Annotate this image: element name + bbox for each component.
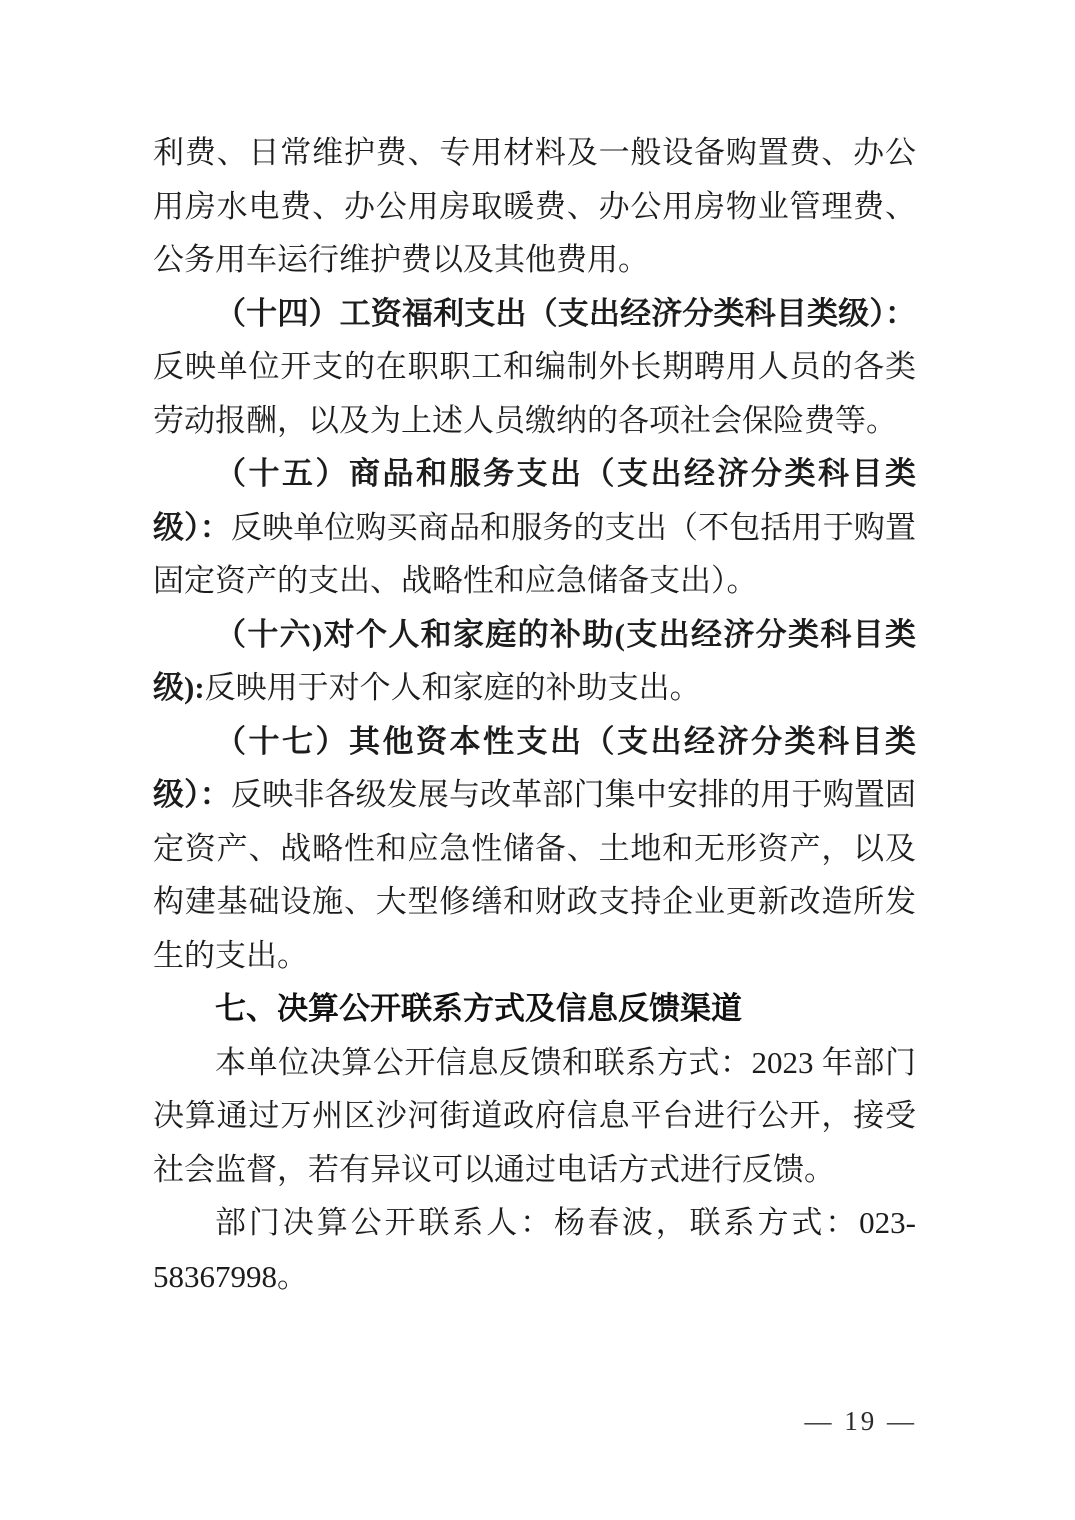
item-17-text: 反映非各级发展与改革部门集中安排的用于购置固定资产、战略性和应急性储备、土地和无形资产，以及构建基础设施、大型修缮和财政支持企业更新改造所发生的支出。 (153, 777, 916, 973)
paragraph-item-14 (153, 287, 916, 448)
paragraph-expense-continuation (153, 126, 916, 287)
paragraph-item-15 (153, 447, 916, 608)
paragraph-expense-continuation-text: 利费、日常维护费、专用材料及一般设备购置费、办公用房水电费、办公用房取暖费、办公用房物业管理费、公务用车运行维护费以及其他费用。 (153, 135, 916, 277)
item-14-text: 反映单位开支的在职职工和编制外长期聘用人员的各类劳动报酬，以及为上述人员缴纳的各项社会保险费等。 (153, 349, 916, 438)
page-number: — 19 — (804, 1406, 917, 1436)
paragraph-contact-person-text: 部门决算公开联系人：杨春波，联系方式：023-58367998。 (153, 1205, 916, 1294)
section-heading-7: 七、决算公开联系方式及信息反馈渠道 (215, 991, 742, 1026)
paragraph-contact-channel (153, 1036, 916, 1197)
item-15-lead: （十五）商品和服务支出（支出经济分类科目类级）： (153, 456, 916, 545)
document-body (153, 126, 916, 1303)
item-15-text: 反映单位购买商品和服务的支出（不包括用于购置固定资产的支出、战略性和应急储备支出）。 (153, 509, 916, 598)
paragraph-contact-person (153, 1196, 916, 1303)
item-14-lead: （十四）工资福利支出（支出经济分类科目类级）： (215, 295, 916, 331)
paragraph-contact-channel-text: 本单位决算公开信息反馈和联系方式：2023 年部门决算通过万州区沙河街道政府信息平台进行公开，接受社会监督，若有异议可以通过电话方式进行反馈。 (153, 1044, 916, 1187)
item-16-text: 反映用于对个人和家庭的补助支出。 (204, 670, 701, 705)
paragraph-item-17 (153, 715, 916, 983)
paragraph-item-16 (153, 608, 916, 715)
item-17-lead: （十七）其他资本性支出（支出经济分类科目类级）： (153, 723, 916, 812)
item-16-lead: （十六)对个人和家庭的补助(支出经济分类科目类级): (153, 616, 916, 705)
